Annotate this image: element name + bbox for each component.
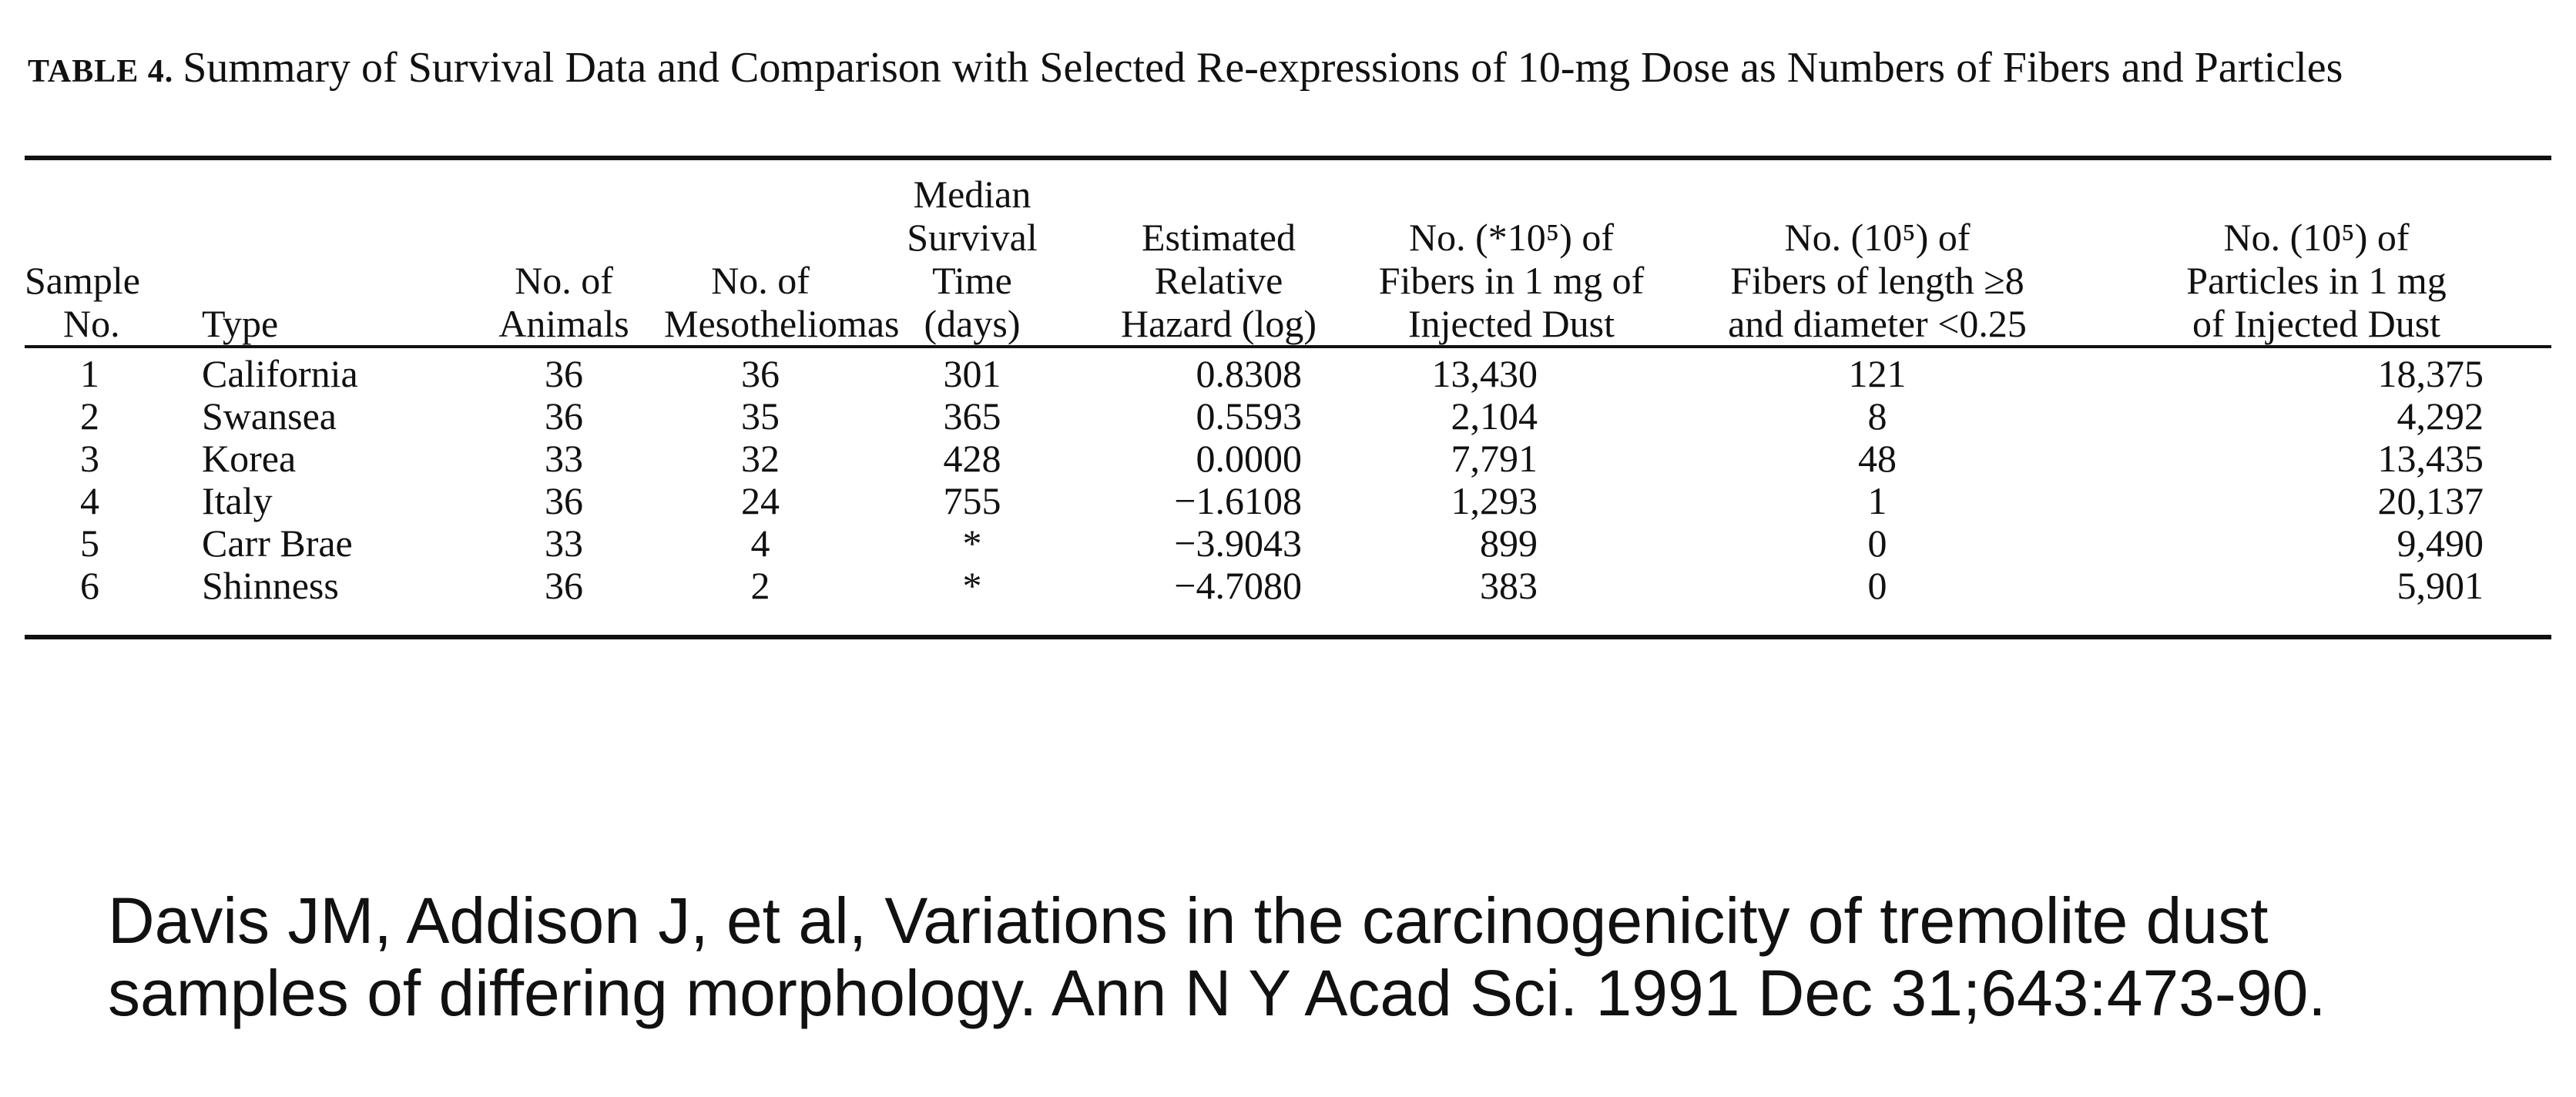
table-label: TABLE 4. (28, 54, 174, 89)
cell-survival: 301 (943, 352, 1001, 395)
cell-mesotheliomas: 32 (741, 437, 780, 480)
header-type: Type (202, 302, 279, 345)
cell-long-fibers: 48 (1858, 437, 1897, 480)
table-row (25, 565, 2551, 607)
cell-survival: 428 (943, 437, 1001, 480)
cell-mesotheliomas: 4 (750, 522, 770, 565)
cell-sample: 2 (80, 394, 99, 438)
cell-mesotheliomas: 36 (741, 352, 780, 395)
cell-sample: 6 (80, 564, 99, 607)
citation (108, 884, 2527, 1029)
cell-survival: * (962, 522, 982, 565)
cell-animals: 36 (545, 394, 583, 438)
cell-mesotheliomas: 24 (741, 479, 780, 522)
cell-hazard: −3.9043 (1174, 522, 1302, 565)
cell-animals: 36 (545, 479, 583, 522)
table-row (25, 395, 2551, 438)
cell-long-fibers: 0 (1867, 522, 1887, 565)
cell-mesotheliomas: 2 (750, 564, 770, 607)
cell-type: California (202, 352, 358, 395)
cell-long-fibers: 0 (1867, 564, 1887, 607)
survival-data-table (25, 160, 2551, 607)
cell-type: Carr Brae (202, 522, 353, 565)
cell-survival: 365 (943, 394, 1001, 438)
cell-fibers: 899 (1480, 522, 1538, 565)
table-caption (28, 45, 2516, 95)
cell-particles: 20,137 (2377, 479, 2484, 522)
citation-line-1: Davis JM, Addison J, et al, Variations in the carcinogenicity of tremolite dust (108, 884, 2269, 957)
header-fibers: No. (*10⁵) of Fibers in 1 mg of Injected Dust (1378, 216, 1645, 345)
cell-type: Italy (202, 479, 273, 522)
cell-fibers: 2,104 (1451, 394, 1538, 438)
cell-particles: 18,375 (2377, 352, 2484, 395)
cell-fibers: 13,430 (1431, 352, 1538, 395)
cell-animals: 36 (545, 352, 583, 395)
cell-survival: 755 (943, 479, 1001, 522)
header-long-fibers: No. (10⁵) of Fibers of length ≥8 and diameter <0.25 (1728, 216, 2027, 345)
cell-particles: 13,435 (2377, 437, 2484, 480)
cell-hazard: −1.6108 (1174, 479, 1302, 522)
table-row (25, 480, 2551, 522)
cell-hazard: 0.0000 (1196, 437, 1302, 480)
table-row (25, 438, 2551, 480)
cell-long-fibers: 8 (1867, 394, 1887, 438)
table-header-row (25, 160, 2551, 350)
cell-sample: 3 (80, 437, 99, 480)
header-mesotheliomas: No. of Mesotheliomas (664, 259, 900, 345)
cell-hazard: 0.8308 (1196, 352, 1302, 395)
header-animals: No. of Animals (498, 259, 629, 345)
citation-line-2: samples of differing morphology. Ann N Y Acad Sci. 1991 Dec 31;643:473-90. (108, 957, 2326, 1029)
cell-animals: 33 (545, 522, 583, 565)
cell-type: Korea (202, 437, 297, 480)
header-hazard: Estimated Relative Hazard (log) (1120, 216, 1317, 345)
cell-fibers: 7,791 (1451, 437, 1538, 480)
cell-particles: 5,901 (2397, 564, 2484, 607)
cell-type: Swansea (202, 394, 337, 438)
header-survival-time: Median Survival Time (days) (907, 173, 1038, 345)
cell-fibers: 383 (1480, 564, 1538, 607)
table-row (25, 350, 2551, 395)
cell-long-fibers: 121 (1848, 352, 1907, 395)
cell-animals: 36 (545, 564, 583, 607)
cell-type: Shinness (202, 564, 339, 607)
cell-hazard: −4.7080 (1174, 564, 1302, 607)
cell-sample: 1 (80, 352, 99, 395)
header-sample-no: Sample No. (25, 259, 140, 345)
header-particles: No. (10⁵) of Particles in 1 mg of Injected Dust (2186, 216, 2447, 345)
cell-sample: 4 (80, 479, 99, 522)
cell-animals: 33 (545, 437, 583, 480)
cell-fibers: 1,293 (1451, 479, 1538, 522)
table-row (25, 522, 2551, 565)
cell-hazard: 0.5593 (1196, 394, 1302, 438)
cell-sample: 5 (80, 522, 99, 565)
table-title: Summary of Survival Data and Comparison with Selected Re-expressions of 10-mg Dose as Numbers of Fibers and Particles (183, 44, 2343, 92)
cell-long-fibers: 1 (1867, 479, 1887, 522)
table-bottom-rule (25, 635, 2551, 639)
cell-survival: * (962, 564, 982, 607)
cell-particles: 9,490 (2397, 522, 2484, 565)
cell-particles: 4,292 (2397, 394, 2484, 438)
cell-mesotheliomas: 35 (741, 394, 780, 438)
